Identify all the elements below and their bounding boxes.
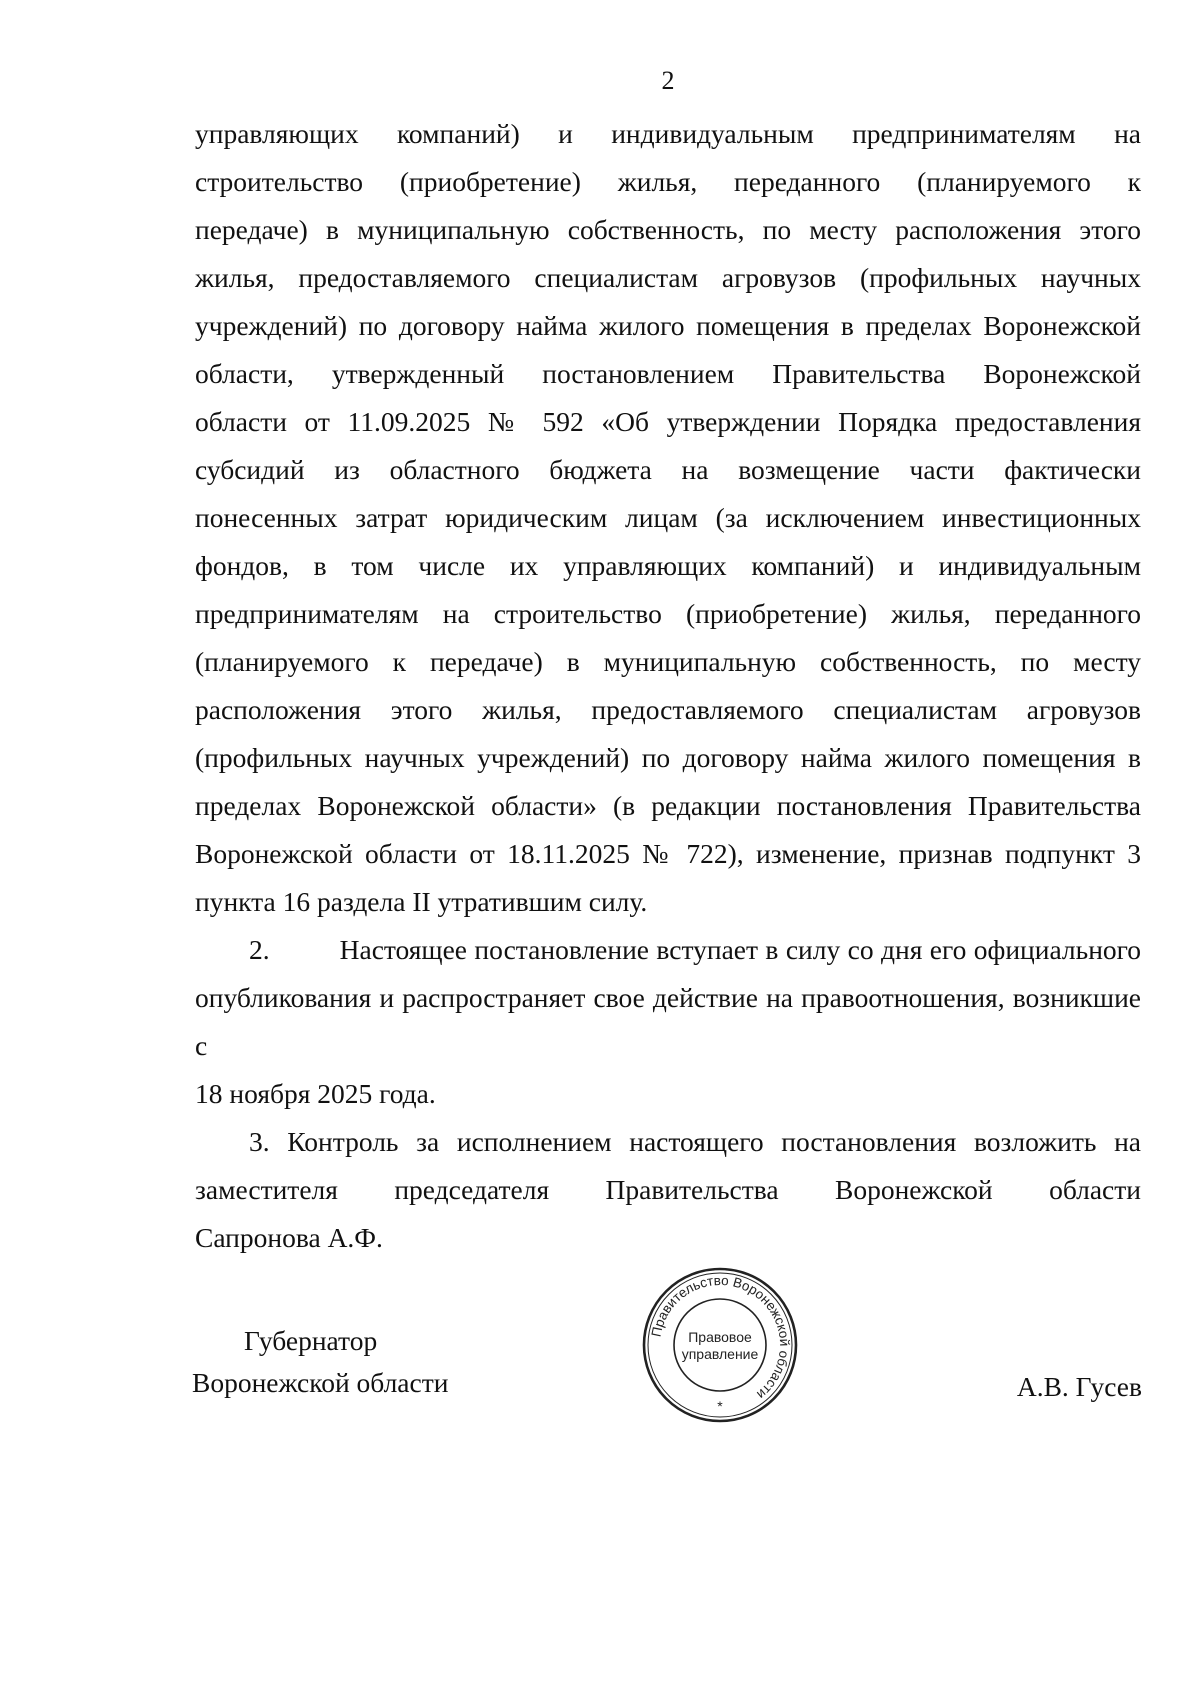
text-line: области от 11.09.2025 № 592 «Об утверждении Порядка предоставления [195,406,1141,437]
official-seal-stamp [640,1265,800,1425]
signatory-title: Губернатор [244,1325,378,1356]
paragraph-2 [195,926,1141,1118]
text-line: передаче) в муниципальную собственность, по месту расположения этого [195,214,1141,245]
text-line: расположения этого жилья, предоставляемого специалистам агровузов [195,694,1141,725]
signature-block [192,1320,448,1404]
page-number: 2 [661,66,675,95]
text-line: понесенных затрат юридическим лицам (за исключением инвестиционных [195,502,1141,533]
seal-star: * [717,1398,723,1414]
text-line: управляющих компаний) и индивидуальным предпринимателям на [195,118,1141,149]
text-line: пределах Воронежской области» (в редакции постановления Правительства [195,790,1141,821]
text-line: (планируемого к передаче) в муниципальную собственность, по месту [195,646,1141,677]
text-line: опубликования и распространяет свое действие на правоотношения, возникшие с [195,982,1141,1061]
seal-graphic [640,1265,800,1425]
text-line: Сапронова А.Ф. [195,1222,383,1253]
paragraph-number: 2. [249,934,270,965]
seal-inner-ring [674,1299,766,1391]
text-line [195,926,1141,974]
text-line [195,1118,1141,1166]
paragraph-text: Настоящее постановление вступает в силу со дня его официального [339,934,1141,965]
paragraph-3 [195,1118,1141,1262]
seal-inner-text-line-1: Правовое [688,1329,752,1345]
text-line: (профильных научных учреждений) по договору найма жилого помещения в [195,742,1141,773]
text-line: строительство (приобретение) жилья, переданного (планируемого к [195,166,1141,197]
seal-outer-text: Правительство Воронежской области [648,1272,793,1403]
text-line: субсидий из областного бюджета на возмещение части фактически [195,454,1141,485]
text-line: предпринимателям на строительство (приобретение) жилья, переданного [195,598,1141,629]
document-body [195,110,1141,1262]
text-line: пункта 16 раздела II утратившим силу. [195,886,648,917]
text-line: области, утвержденный постановлением Правительства Воронежской [195,358,1141,389]
seal-inner-text-line-2: управление [681,1346,759,1362]
text-line: учреждений) по договору найма жилого помещения в пределах Воронежской [195,310,1141,341]
text-line: фондов, в том числе их управляющих компаний) и индивидуальным [195,550,1141,581]
text-line: жилья, предоставляемого специалистам агровузов (профильных научных [195,262,1141,293]
text-line: Воронежской области от 18.11.2025 № 722), изменение, признав подпункт 3 [195,838,1141,869]
paragraph-1 [195,110,1141,926]
signatory-organization: Воронежской области [192,1367,449,1398]
text-line: 18 ноября 2025 года. [195,1078,436,1109]
signatory-name: А.В. Гусев [1016,1371,1142,1402]
text-line: заместителя председателя Правительства Воронежской области [195,1174,1141,1205]
paragraph-text: 3. Контроль за исполнением настоящего постановления возложить на [249,1126,1141,1157]
